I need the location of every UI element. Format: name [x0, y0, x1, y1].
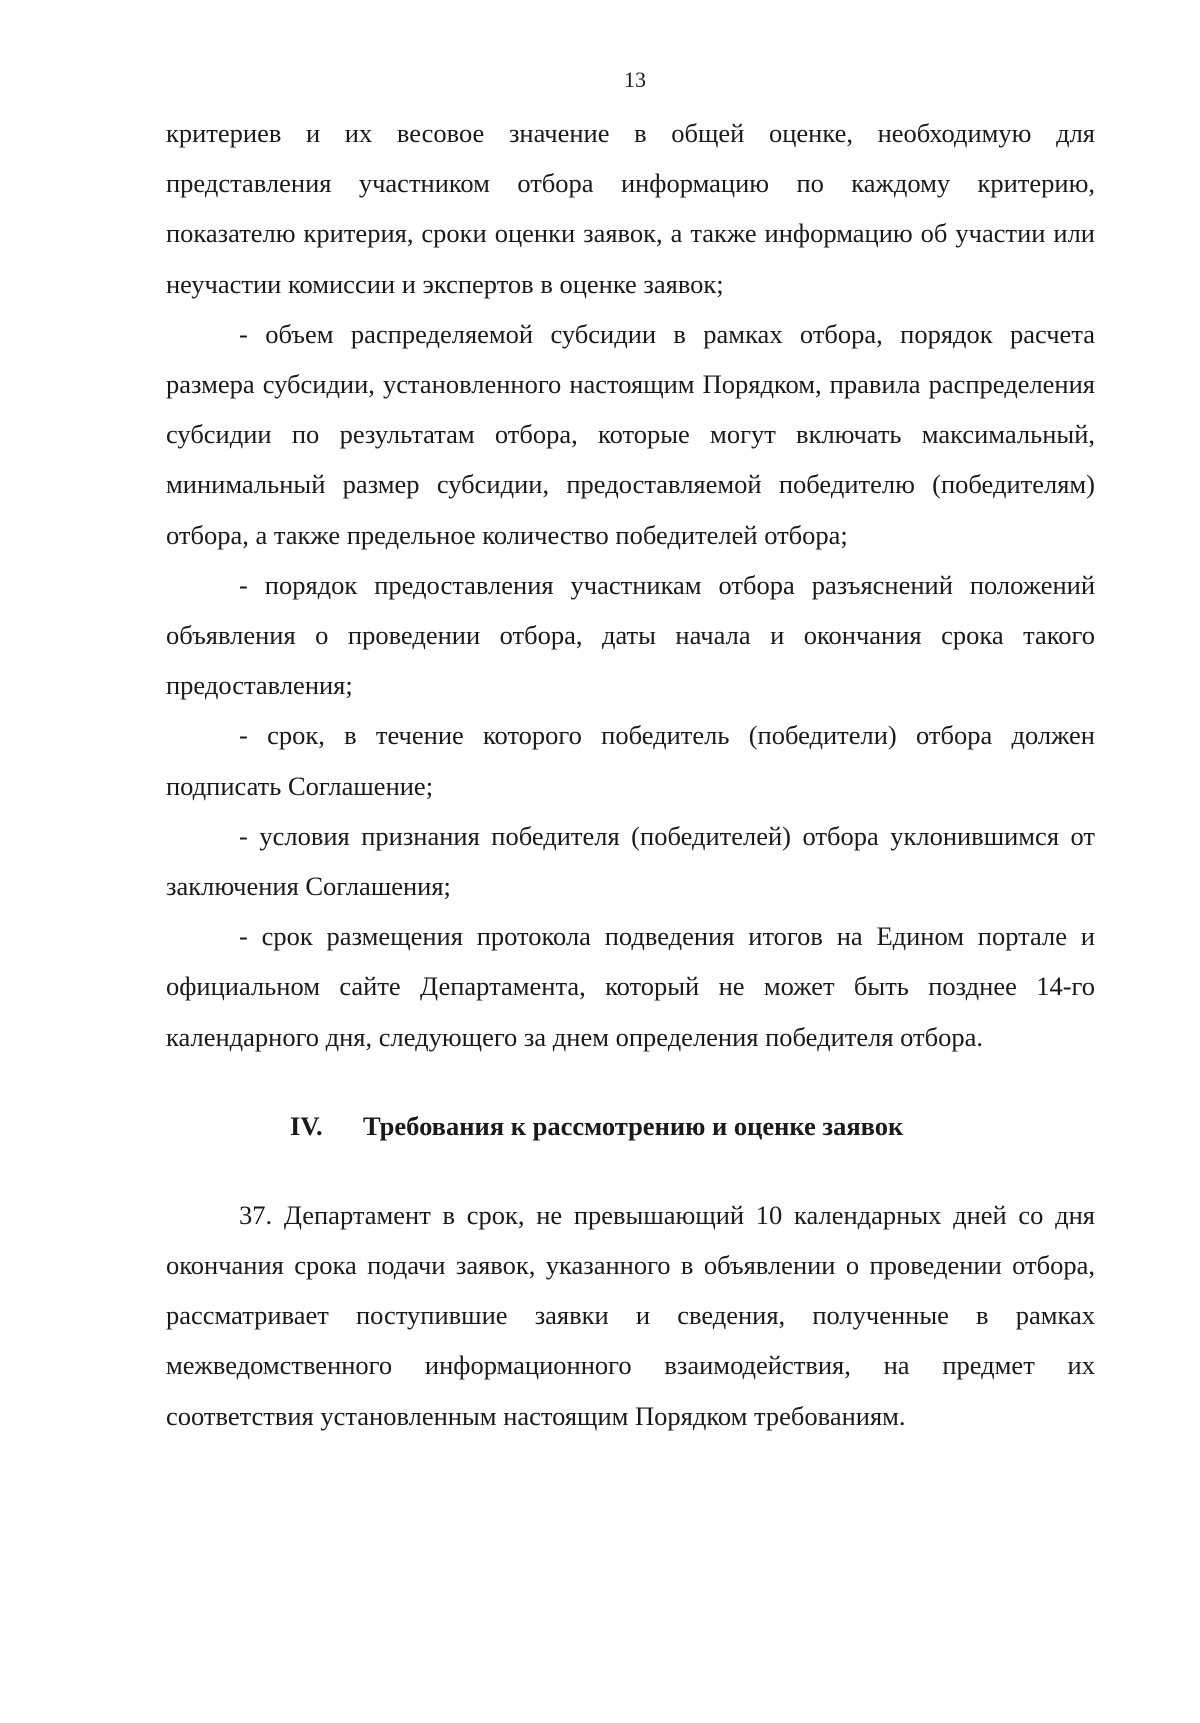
paragraph-evasion-conditions: - условия признания победителя (победителей) отбора уклонившимся от заключения Соглашения; [166, 820, 1095, 902]
paragraph-agreement-term: - срок, в течение которого победитель (победители) отбора должен подписать Соглашение; [166, 720, 1095, 801]
paragraph-protocol-publication: - срок размещения протокола подведения итогов на Едином портале и официальном сайте Департамента, который не может быть позднее 14-го календарного дня, следующего за днем определения победителя отбора. [166, 921, 1095, 1052]
section-title: Требования к рассмотрению и оценке заявок [363, 1110, 904, 1141]
paragraph-criteria: критериев и их весовое значение в общей оценке, необходимую для представления участником отбора информацию по каждому критерию, показателю критерия, сроки оценки заявок, а также информацию об участии или неучастии комиссии и экспертов в оценке заявок; [166, 118, 1095, 299]
document-body [166, 108, 1095, 1441]
paragraph-subsidy-volume: - объем распределяемой субсидии в рамках отбора, порядок расчета размера субсидии, установленного настоящим Порядком, правила распределения субсидии по результатам отбора, которые могут включать максимальный, минимальный размер субсидии, предоставляемой победителю (победителям) отбора, а также предельное количество победителей отбора; [166, 318, 1095, 550]
paragraph-37: 37. Департамент в срок, не превышающий 10 календарных дней со дня окончания срока подачи заявок, указанного в объявлении о проведении отбора, рассматривает поступившие заявки и сведения, полученные в рамках межведомственного информационного взаимодействия, на предмет их соответствия установленным настоящим Порядком требованиям. [166, 1199, 1095, 1431]
section-numeral: IV. [290, 1110, 323, 1141]
section-heading [166, 1094, 1095, 1158]
paragraph-clarifications: - порядок предоставления участникам отбора разъяснений положений объявления о проведении отбора, даты начала и окончания срока такого предоставления; [166, 569, 1095, 701]
page-number: 13 [624, 67, 646, 92]
